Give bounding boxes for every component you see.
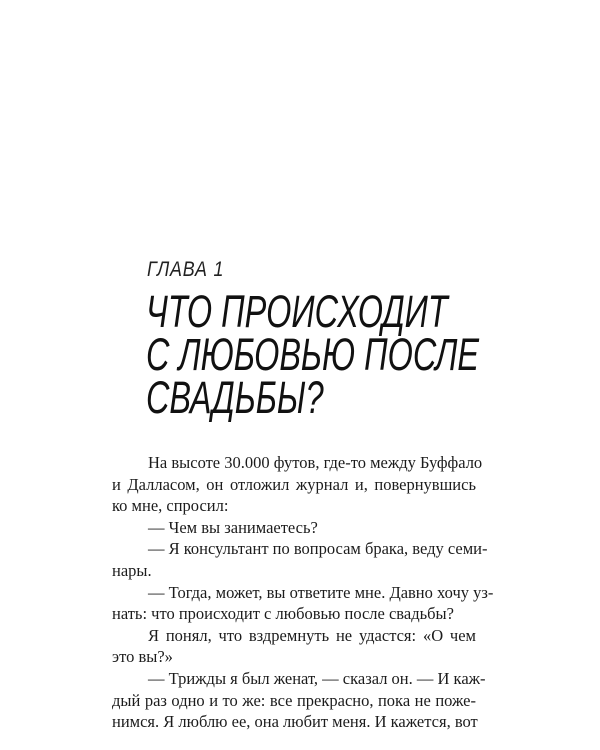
chapter-title-line: ЧТО ПРОИСХОДИТ xyxy=(146,286,448,337)
text-line: На высоте 30.000 футов, где-то между Буффало xyxy=(148,453,483,472)
text-line: — Тогда, может, вы ответите мне. Давно хочу уз- xyxy=(148,582,494,602)
text-line: нать: что происходит с любовью после свадьбы? xyxy=(112,604,454,624)
text-line: нары. xyxy=(112,560,152,580)
chapter-title-line: СВАДЬБЫ? xyxy=(146,372,324,423)
text-line: дый раз одно и то же: все прекрасно, пока не поже- xyxy=(112,690,476,710)
chapter-title-line: С ЛЮБОВЬЮ ПОСЛЕ xyxy=(146,329,479,380)
text-line: Я понял, что вздремнуть не удастся: «О чем xyxy=(148,625,476,645)
text-line: — Чем вы занимаетесь? xyxy=(148,517,318,537)
body-text xyxy=(112,452,494,733)
text-line: ко мне, спросил: xyxy=(112,496,229,516)
text-line: — Трижды я был женат, — сказал он. — И каж- xyxy=(148,668,486,688)
text-line: и Далласом, он отложил журнал и, повернувшись xyxy=(112,474,476,494)
text-line: нимся. Я люблю ее, она любит меня. И кажется, вот xyxy=(112,712,478,732)
chapter-label: ГЛАВА 1 xyxy=(147,258,225,281)
chapter-title xyxy=(146,286,479,423)
text-line: — Я консультант по вопросам брака, веду семи- xyxy=(148,539,488,559)
text-line: это вы?» xyxy=(112,647,173,667)
